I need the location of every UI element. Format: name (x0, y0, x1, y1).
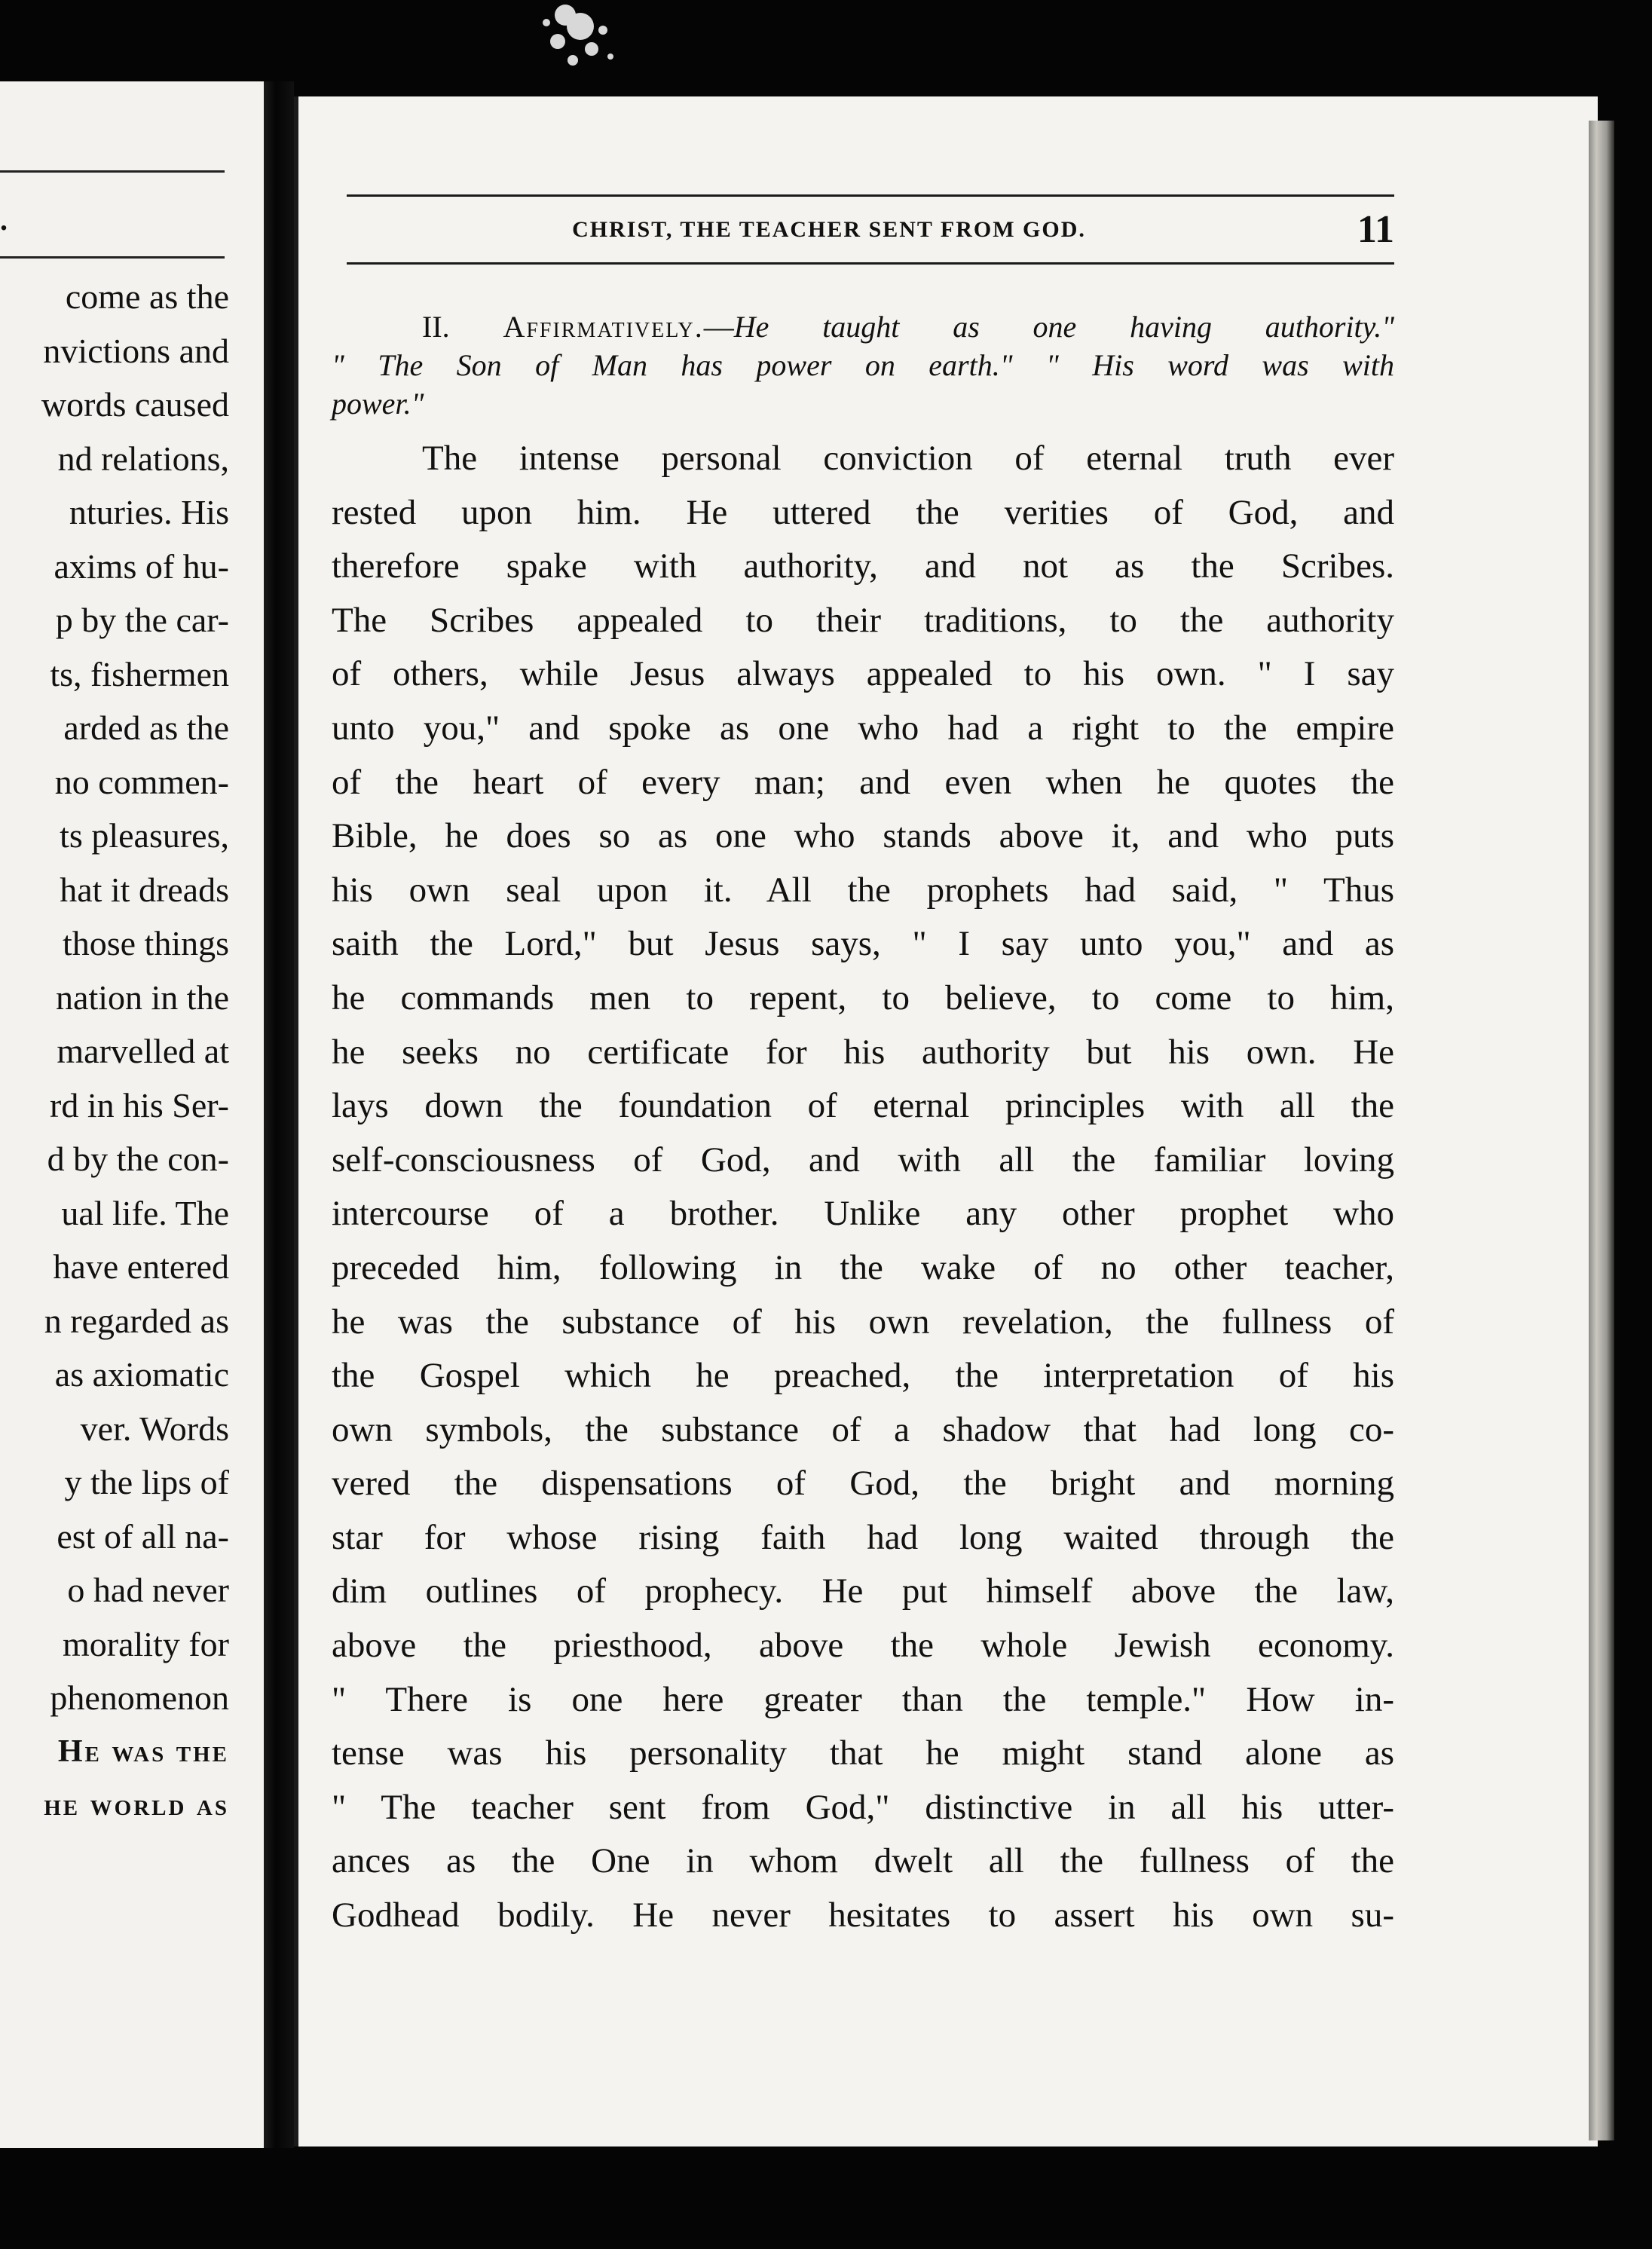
text-line: his own seal upon it. All the prophets had said, " Thus (332, 870, 1394, 910)
text-line: saith the Lord," but Jesus says, " I say unto you," and as (332, 924, 1394, 964)
facing-text-line: morality for (63, 1624, 229, 1663)
heading-line: II. Affirmatively.—He taught as one having authority." (422, 310, 1395, 344)
facing-text-line: hat it dreads (60, 870, 229, 909)
facing-text-line: words caused (41, 385, 229, 424)
facing-text-line: come as the (65, 277, 229, 316)
text-line: dim outlines of prophecy. He put himself above the law, (332, 1571, 1394, 1611)
paragraph (332, 432, 1394, 1943)
facing-text-line: nd relations, (57, 439, 229, 478)
text-line: The intense personal conviction of eternal truth ever (422, 439, 1394, 478)
facing-text-line: ts, fishermen (50, 654, 229, 693)
text-line: " The teacher sent from God," distinctive in all his utter- (332, 1787, 1394, 1827)
facing-text-line: rd in his Ser- (50, 1085, 229, 1124)
text-line: lays down the foundation of eternal principles with all the (332, 1086, 1394, 1126)
text-line: above the priesthood, above the whole Jewish economy. (332, 1626, 1394, 1666)
running-title: CHRIST, THE TEACHER SENT FROM GOD. (572, 217, 1086, 242)
text-line: of the heart of every man; and even when he quotes the (332, 762, 1394, 802)
section-numeral: II. (422, 310, 450, 344)
text-line: rested upon him. He uttered the verities of God, and (332, 492, 1394, 532)
main-text (332, 308, 1394, 1943)
facing-text-line: as axiomatic (54, 1355, 229, 1394)
facing-running-head: . (0, 203, 8, 237)
facing-text-line: no commen- (54, 762, 229, 801)
text-line: he was the substance of his own revelation, the fullness of (332, 1302, 1394, 1342)
facing-text-column (0, 270, 229, 1833)
dust-speck (520, 0, 633, 83)
page-edge (1589, 121, 1614, 2140)
facing-text-line: ver. Words (80, 1409, 229, 1448)
facing-text-line: ts pleasures, (60, 816, 229, 855)
section-heading (332, 308, 1394, 423)
facing-text-line: those things (62, 924, 229, 962)
facing-text-line: n regarded as (44, 1301, 229, 1340)
text-line: of others, while Jesus always appealed to his own. " I say (332, 654, 1394, 694)
page-number: 11 (1357, 208, 1394, 251)
header-rule-top (0, 170, 225, 173)
facing-text-line: o had never (67, 1571, 229, 1609)
facing-text-line: p by the car- (55, 601, 229, 639)
facing-text-line: d by the con- (47, 1140, 229, 1178)
facing-text-line: est of all na- (57, 1516, 229, 1556)
facing-text-line: nturies. His (69, 493, 229, 531)
heading-line: " The Son of Man has power on earth." " His word was with (332, 348, 1394, 382)
facing-text-line: ual life. The (61, 1193, 229, 1232)
text-line: ances as the One in whom dwelt all the fullness of the (332, 1841, 1394, 1881)
text-line: tense was his personality that he might stand alone as (332, 1733, 1394, 1773)
facing-text-line: axims of hu- (54, 546, 229, 586)
heading-line: power." (332, 387, 424, 421)
text-line: vered the dispensations of God, the bright and morning (332, 1464, 1394, 1504)
text-line: he seeks no certificate for his authority but his own. He (332, 1032, 1394, 1072)
facing-text-line: marvelled at (57, 1032, 229, 1070)
page-gutter (264, 81, 294, 2148)
text-line: " There is one here greater than the temple." How in- (332, 1679, 1394, 1719)
facing-text-line: He was the (57, 1733, 229, 1769)
section-label: Affirmatively. (503, 310, 704, 344)
text-line: he commands men to repent, to believe, to come to him, (332, 978, 1394, 1017)
header-rule-bottom (347, 262, 1394, 265)
facing-text-line: have entered (53, 1247, 229, 1286)
text-line: intercourse of a brother. Unlike any other prophet who (332, 1194, 1394, 1234)
text-line: Godhead bodily. He never hesitates to assert his own su- (332, 1896, 1394, 1935)
heading-quote: He taught as one having authority." (733, 310, 1395, 344)
text-line: Bible, he does so as one who stands above it, and who puts (332, 816, 1394, 856)
header-rule-top (347, 194, 1394, 197)
text-line: self-consciousness of God, and with all the familiar loving (332, 1140, 1394, 1180)
facing-text-line: y the lips of (64, 1463, 229, 1501)
text-line: unto you," and spoke as one who had a right to the empire (332, 708, 1394, 748)
running-head (347, 207, 1394, 252)
text-line: The Scribes appealed to their traditions, to the authority (332, 600, 1394, 640)
text-line: star for whose rising faith had long waited through the (332, 1517, 1394, 1557)
facing-text-line: arded as the (63, 708, 229, 747)
facing-page-fragment (0, 81, 264, 2148)
header-rule-bottom (0, 256, 225, 259)
facing-text-line: phenomenon (50, 1678, 229, 1717)
facing-text-line: he world as (44, 1788, 229, 1822)
facing-text-line: nvictions and (43, 331, 229, 370)
text-line: preceded him, following in the wake of no other teacher, (332, 1247, 1394, 1287)
facing-text-line: nation in the (56, 978, 229, 1017)
text-line: therefore spake with authority, and not as the Scribes. (332, 546, 1394, 586)
text-line: own symbols, the substance of a shadow that had long co- (332, 1409, 1394, 1449)
text-line: the Gospel which he preached, the interpretation of his (332, 1356, 1394, 1396)
